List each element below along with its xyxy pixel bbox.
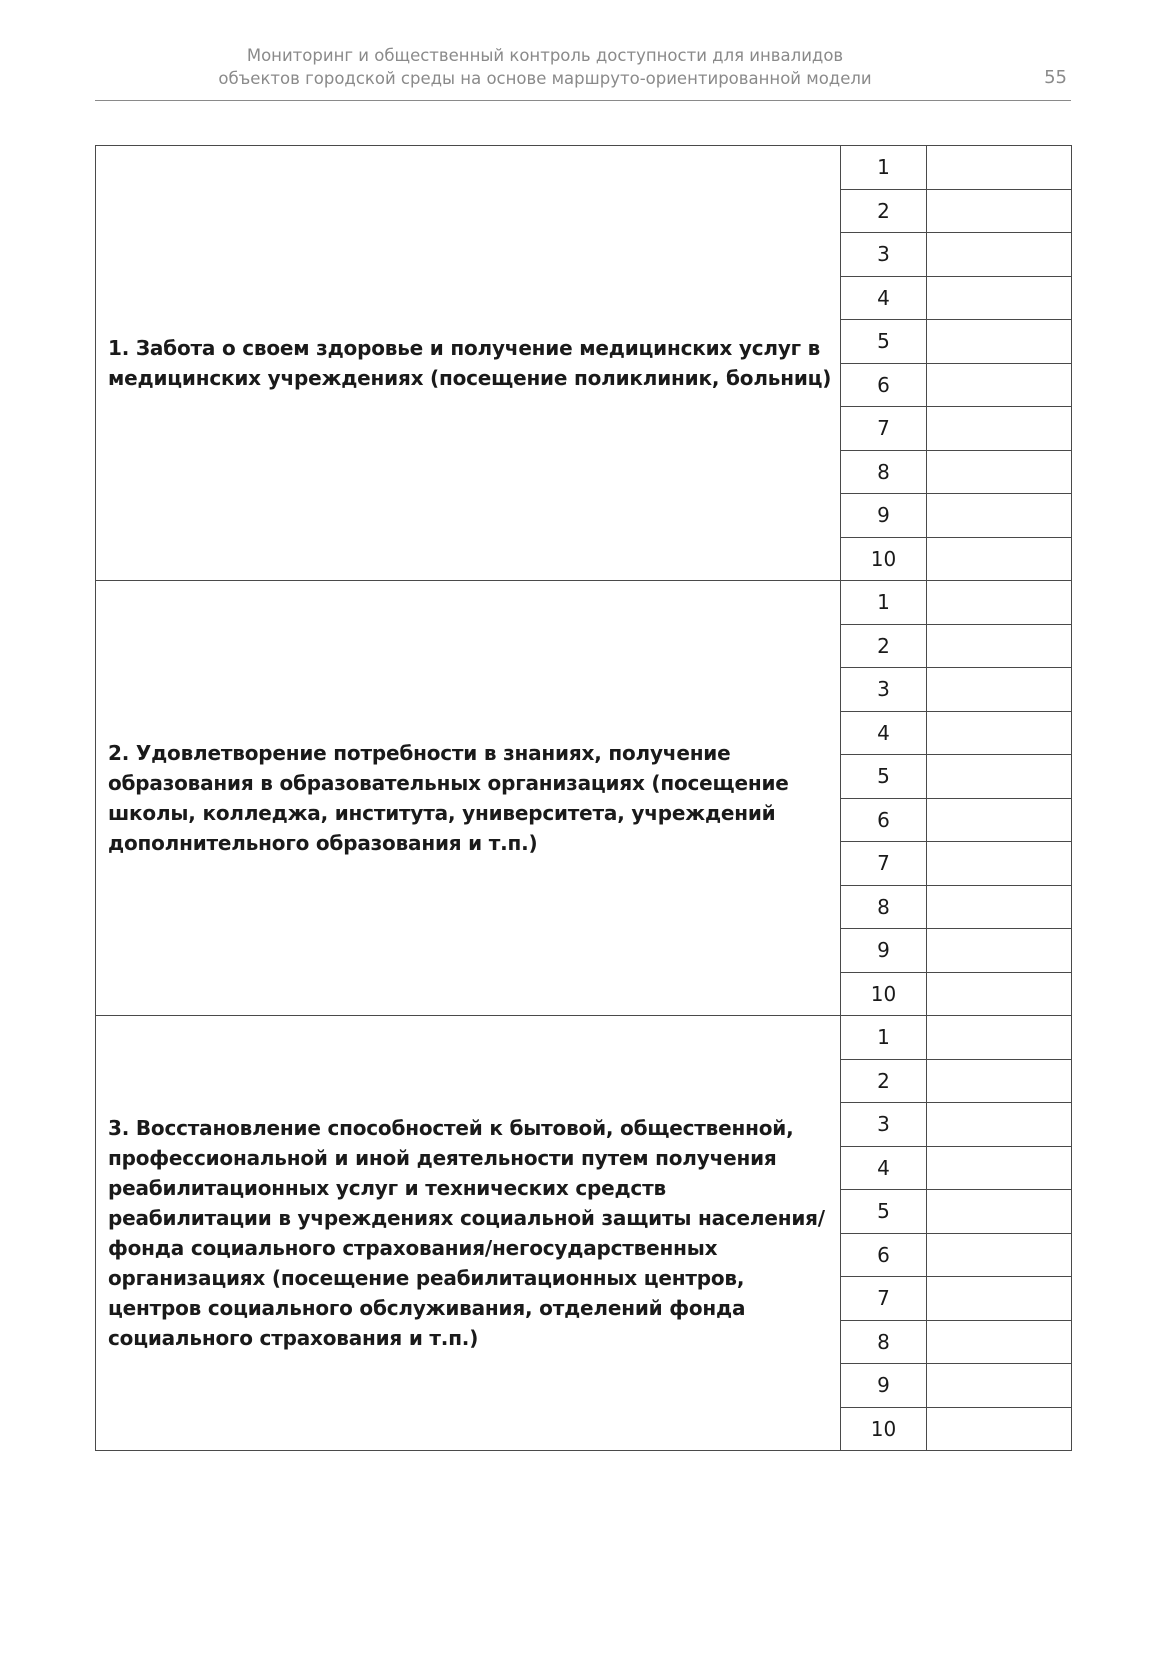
row-number: 10 bbox=[841, 972, 927, 1016]
running-title-line-2: объектов городской среды на основе маршруто-ориентированной модели bbox=[218, 69, 872, 88]
row-number: 9 bbox=[841, 929, 927, 973]
row-number: 5 bbox=[841, 1190, 927, 1234]
row-number: 8 bbox=[841, 450, 927, 494]
row-number: 6 bbox=[841, 1233, 927, 1277]
answer-cell[interactable] bbox=[927, 1059, 1072, 1103]
row-number: 6 bbox=[841, 363, 927, 407]
row-number: 5 bbox=[841, 755, 927, 799]
running-title-line-1: Мониторинг и общественный контроль доступности для инвалидов bbox=[246, 46, 844, 65]
answer-cell[interactable] bbox=[927, 1407, 1072, 1451]
category-cell-1 bbox=[96, 146, 841, 581]
answer-cell[interactable] bbox=[927, 1146, 1072, 1190]
answer-cell[interactable] bbox=[927, 1277, 1072, 1321]
answer-cell[interactable] bbox=[927, 972, 1072, 1016]
table-row bbox=[96, 581, 1072, 625]
answer-cell[interactable] bbox=[927, 233, 1072, 277]
answer-cell[interactable] bbox=[927, 842, 1072, 886]
answer-cell[interactable] bbox=[927, 1103, 1072, 1147]
row-number: 9 bbox=[841, 494, 927, 538]
answer-cell[interactable] bbox=[927, 711, 1072, 755]
row-number: 1 bbox=[841, 581, 927, 625]
row-number: 7 bbox=[841, 842, 927, 886]
row-number: 3 bbox=[841, 668, 927, 712]
row-number: 7 bbox=[841, 407, 927, 451]
survey-table-body bbox=[96, 146, 1072, 1451]
answer-cell[interactable] bbox=[927, 1233, 1072, 1277]
category-cell-2 bbox=[96, 581, 841, 1016]
answer-cell[interactable] bbox=[927, 624, 1072, 668]
answer-cell[interactable] bbox=[927, 1364, 1072, 1408]
row-number: 8 bbox=[841, 885, 927, 929]
row-number: 4 bbox=[841, 276, 927, 320]
page-header bbox=[95, 42, 1071, 101]
row-number: 2 bbox=[841, 1059, 927, 1103]
answer-cell[interactable] bbox=[927, 537, 1072, 581]
survey-table bbox=[95, 145, 1072, 1451]
answer-cell[interactable] bbox=[927, 146, 1072, 190]
category-label: 2. Удовлетворение потребности в знаниях, получение образования в образовательных организациях (посещение школы, колледжа, института, университета, учреждений дополнительного образования и т.п.) bbox=[108, 741, 789, 855]
row-number: 10 bbox=[841, 537, 927, 581]
row-number: 3 bbox=[841, 1103, 927, 1147]
row-number: 2 bbox=[841, 624, 927, 668]
category-cell-3 bbox=[96, 1016, 841, 1451]
category-label: 1. Забота о своем здоровье и получение медицинских услуг в медицинских учреждениях (посещение поликлиник, больниц) bbox=[108, 336, 832, 390]
row-number: 7 bbox=[841, 1277, 927, 1321]
answer-cell[interactable] bbox=[927, 668, 1072, 712]
answer-cell[interactable] bbox=[927, 1190, 1072, 1234]
row-number: 5 bbox=[841, 320, 927, 364]
category-label: 3. Восстановление способностей к бытовой, общественной, профессиональной и иной деятельности путем получения реабилитационных услуг и технических средств реабилитации в учреждениях социальной защиты населения/фонда социального страхования/негосударственных организациях (посещение реабилитационных центров, центров социального обслуживания, отделений фонда социального страхования и т.п.) bbox=[108, 1116, 825, 1350]
row-number: 2 bbox=[841, 189, 927, 233]
answer-cell[interactable] bbox=[927, 363, 1072, 407]
answer-cell[interactable] bbox=[927, 494, 1072, 538]
row-number: 4 bbox=[841, 711, 927, 755]
answer-cell[interactable] bbox=[927, 885, 1072, 929]
answer-cell[interactable] bbox=[927, 1320, 1072, 1364]
row-number: 6 bbox=[841, 798, 927, 842]
row-number: 9 bbox=[841, 1364, 927, 1408]
answer-cell[interactable] bbox=[927, 407, 1072, 451]
answer-cell[interactable] bbox=[927, 1016, 1072, 1060]
row-number: 8 bbox=[841, 1320, 927, 1364]
row-number: 1 bbox=[841, 146, 927, 190]
answer-cell[interactable] bbox=[927, 189, 1072, 233]
row-number: 3 bbox=[841, 233, 927, 277]
row-number: 4 bbox=[841, 1146, 927, 1190]
table-row bbox=[96, 146, 1072, 190]
answer-cell[interactable] bbox=[927, 798, 1072, 842]
answer-cell[interactable] bbox=[927, 581, 1072, 625]
answer-cell[interactable] bbox=[927, 320, 1072, 364]
row-number: 1 bbox=[841, 1016, 927, 1060]
answer-cell[interactable] bbox=[927, 450, 1072, 494]
table-row bbox=[96, 1016, 1072, 1060]
answer-cell[interactable] bbox=[927, 276, 1072, 320]
answer-cell[interactable] bbox=[927, 755, 1072, 799]
page-number: 55 bbox=[1044, 67, 1067, 88]
answer-cell[interactable] bbox=[927, 929, 1072, 973]
running-title bbox=[95, 44, 995, 90]
row-number: 10 bbox=[841, 1407, 927, 1451]
